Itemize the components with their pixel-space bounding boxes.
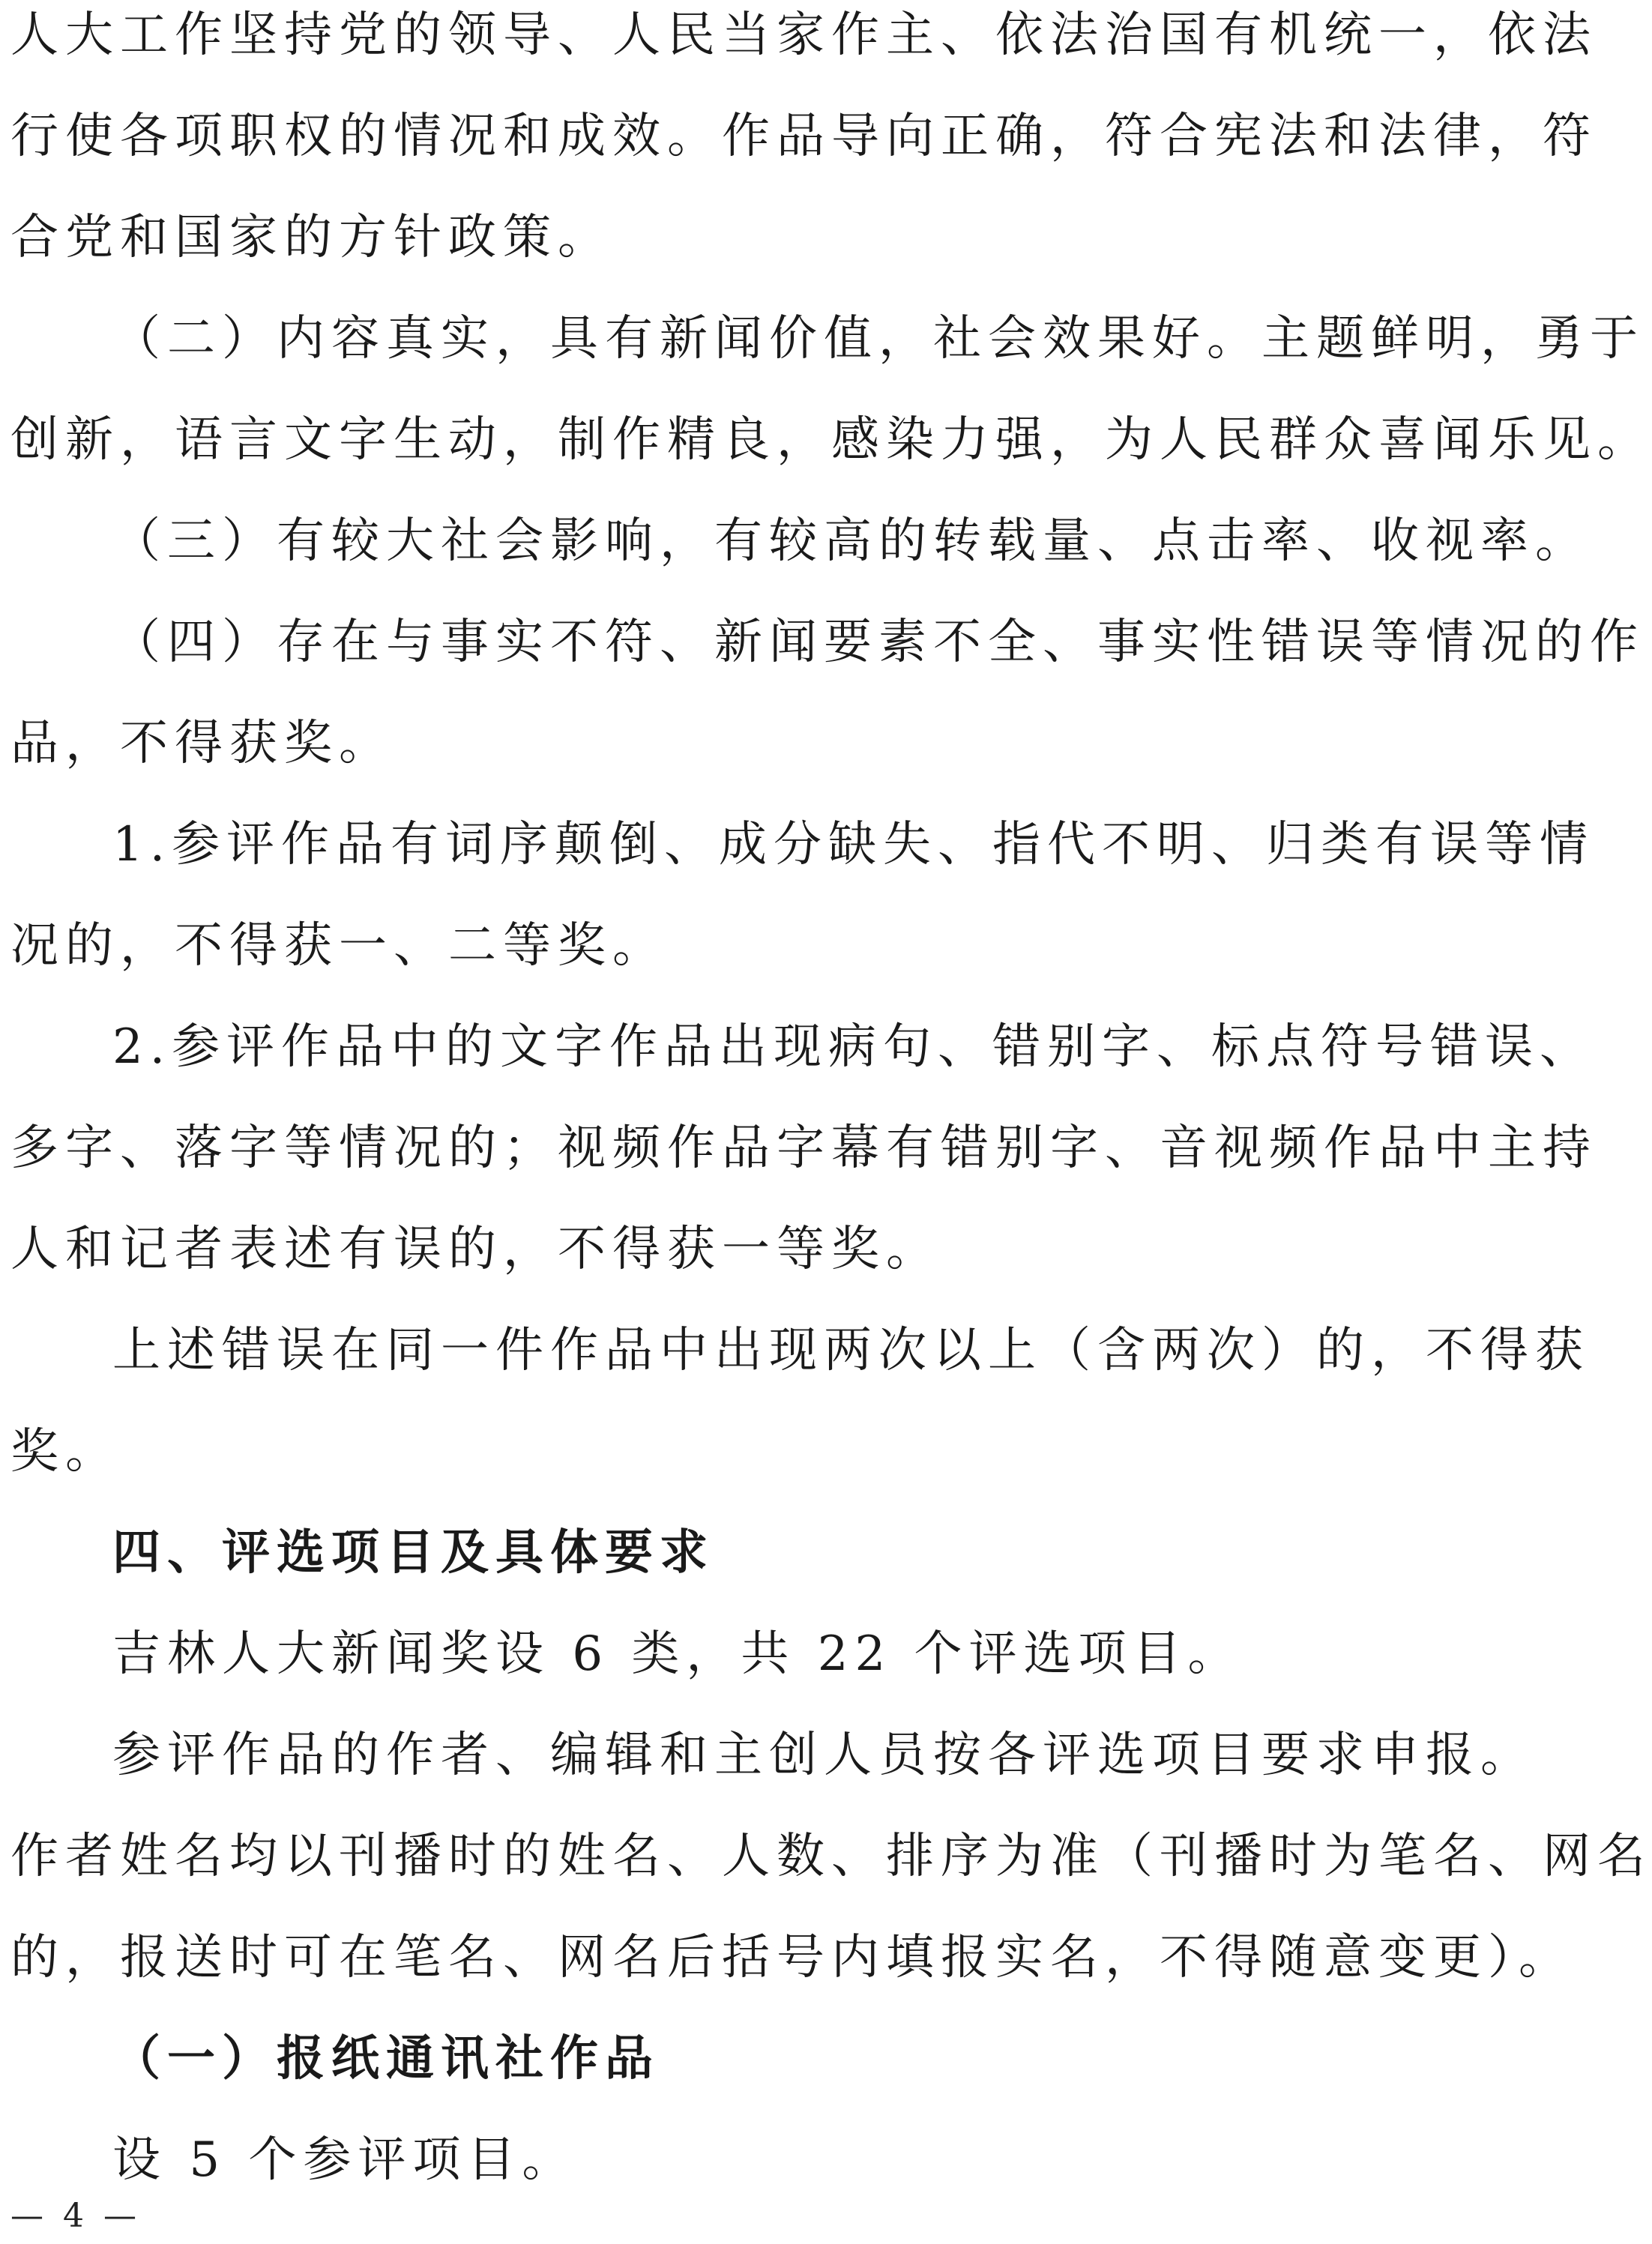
paragraph-line: 合党和国家的方针政策。 <box>10 210 612 265</box>
paragraph-line: 人和记者表述有误的，不得获一等奖。 <box>10 1222 941 1277</box>
paragraph-line: 2.参评作品中的文字作品出现病句、错别字、标点符号错误、 <box>112 1019 1595 1075</box>
paragraph-line: 吉林人大新闻奖设 6 类，共 22 个评选项目。 <box>112 1626 1243 1682</box>
paragraph-line: 的，报送时可在笔名、网名后括号内填报实名，不得随意变更）。 <box>10 1930 1573 1985</box>
paragraph-line: 作者姓名均以刊播时的姓名、人数、排序为准（刊播时为笔名、网名 <box>10 1829 1652 1884</box>
paragraph-line: 上述错误在同一件作品中出现两次以上（含两次）的，不得获 <box>112 1323 1590 1378</box>
paragraph-line: 设 5 个参评项目。 <box>112 2132 577 2188</box>
paragraph-line: 奖。 <box>10 1424 120 1480</box>
paragraph-line: （四）存在与事实不符、新闻要素不全、事实性错误等情况的作 <box>112 615 1645 670</box>
paragraph-line: 1.参评作品有词序颠倒、成分缺失、指代不明、归类有误等情 <box>112 817 1595 872</box>
paragraph-line: 多字、落字等情况的；视频作品字幕有错别字、音视频作品中主持 <box>10 1121 1597 1176</box>
section-heading: 四、评选项目及具体要求 <box>112 1525 714 1581</box>
paragraph-line: 况的，不得获一、二等奖。 <box>10 918 667 974</box>
paragraph-line: （三）有较大社会影响，有较高的转载量、点击率、收视率。 <box>112 513 1590 569</box>
paragraph-line: 品，不得获奖。 <box>10 716 394 771</box>
paragraph-line: 创新，语言文字生动，制作精良，感染力强，为人民群众喜闻乐见。 <box>10 412 1652 468</box>
paragraph-line: （二）内容真实，具有新闻价值，社会效果好。主题鲜明，勇于 <box>112 311 1645 367</box>
subsection-heading: （一）报纸通讯社作品 <box>112 2031 660 2087</box>
page-number: — 4 — <box>10 2197 141 2235</box>
paragraph-line: 行使各项职权的情况和成效。作品导向正确，符合宪法和法律，符 <box>10 109 1597 164</box>
paragraph-line: 参评作品的作者、编辑和主创人员按各评选项目要求申报。 <box>112 1728 1535 1783</box>
paragraph-line: 人大工作坚持党的领导、人民当家作主、依法治国有机统一，依法 <box>10 7 1597 63</box>
